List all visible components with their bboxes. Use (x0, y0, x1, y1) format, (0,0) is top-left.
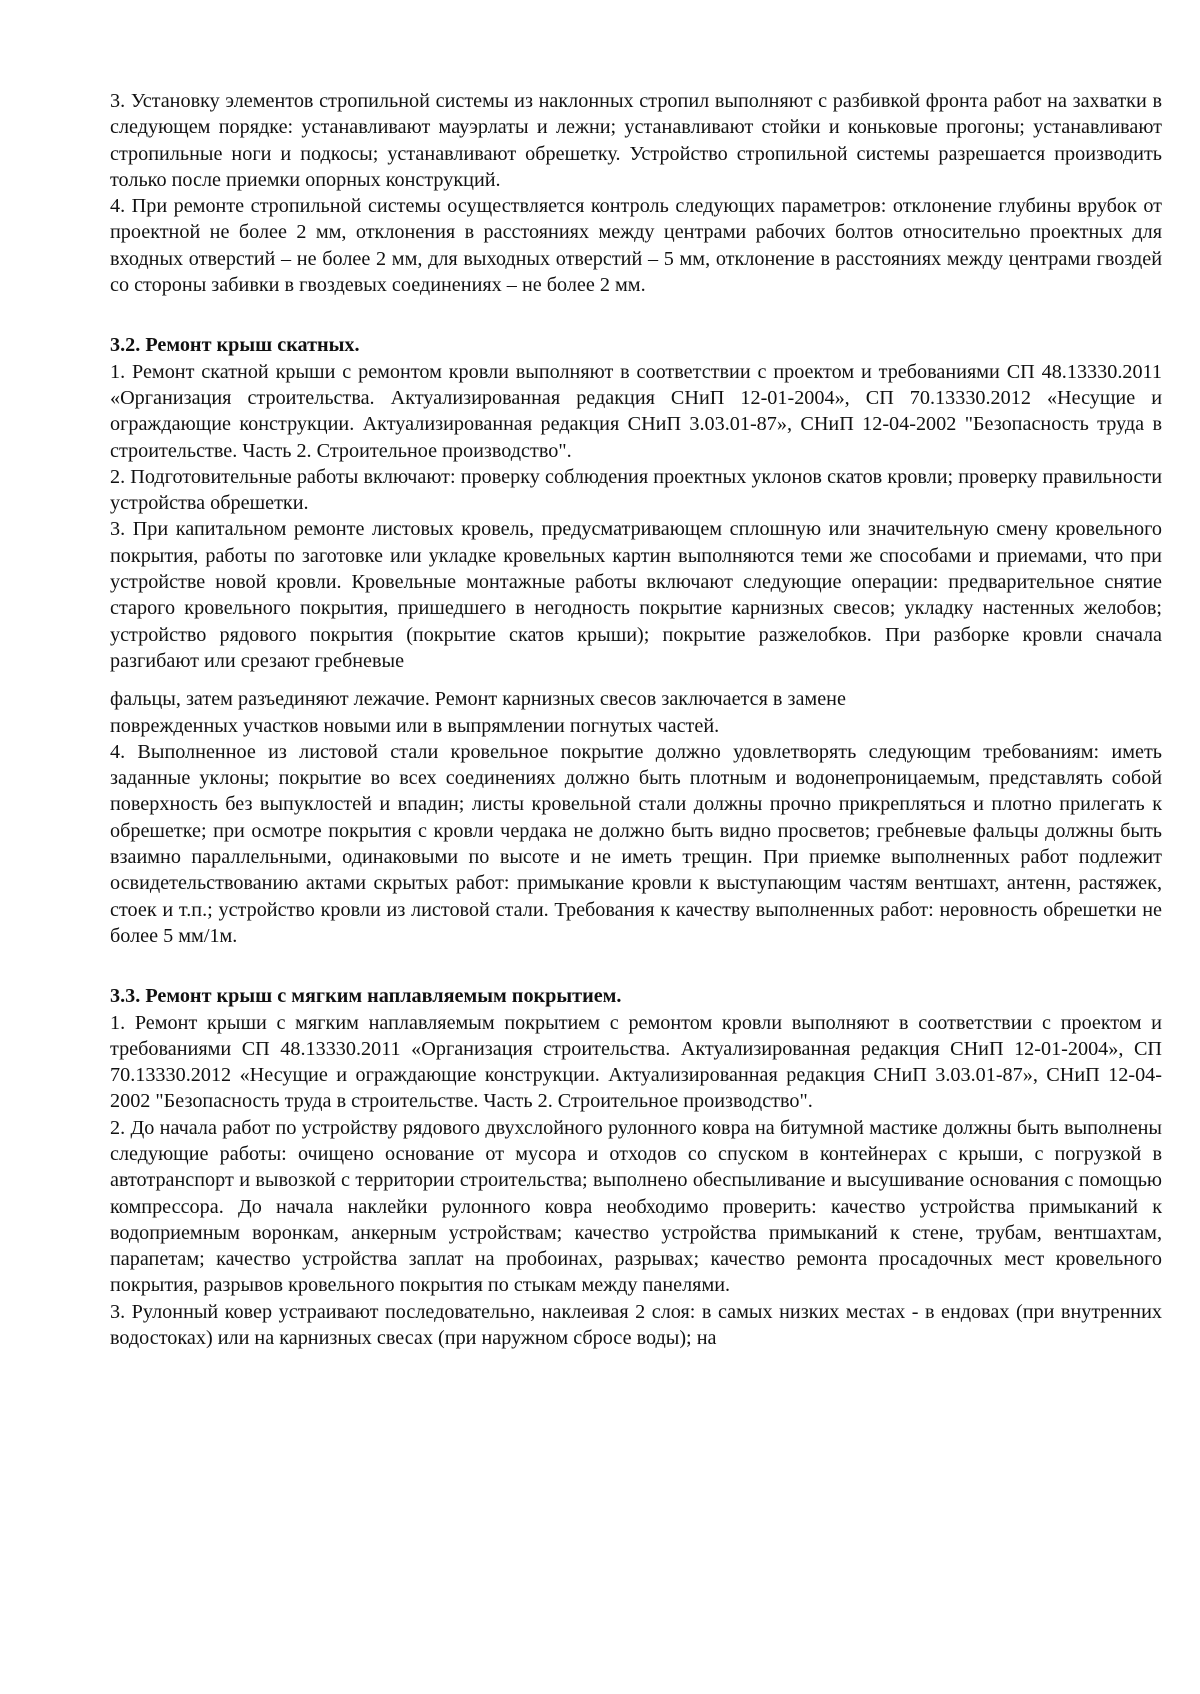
section-spacer (110, 298, 1162, 332)
paragraph-3-2-2: 2. Подготовительные работы включают: проверку соблюдения проектных уклонов скатов кровли; проверку правильности устройства обрешетки. (110, 465, 1162, 515)
paragraph-3-2-3-continued-line-2: поврежденных участков новыми или в выпрямлении погнутых частей. (110, 714, 720, 737)
paragraph-spacer (110, 674, 1162, 686)
section-spacer (110, 949, 1162, 983)
paragraph-rafter-installation: 3. Установку элементов стропильной системы из наклонных стропил выполняют с разбивкой фронта работ на захватки в следующем порядке: устанавливают мауэрлаты и лежни; устанавливают стойки и коньковые прогоны; устанавливают стропильные ноги и подкосы; устанавливают обрешетку. Устройство стропильной системы разрешается производить только после приемки опорных конструкций. (110, 90, 1162, 191)
section-heading-3-2: 3.2. Ремонт крыш скатных. (110, 334, 360, 357)
paragraph-3-3-2: 2. До начала работ по устройству рядового двухслойного рулонного ковра на битумной мастике должны быть выполнены следующие работы: очищено основание от мусора и отходов со спуском в контейнерах с крыши, с погрузкой в автотранспорт и вывозкой с территории строительства; выполнено обеспыливание и высушивание основания с помощью компрессора. До начала наклейки рулонного ковра необходимо проверить: качество устройства примыканий к водоприемным воронкам, анкерным устройствам; качество устройства примыканий к стене, трубам, вентшахтам, парапетам; качество устройства заплат на пробоинах, разрывах; качество ремонта просадочных мест кровельного покрытия, разрывов кровельного покрытия по стыкам между панелями. (110, 1116, 1162, 1297)
paragraph-3-2-1: 1. Ремонт скатной крыши с ремонтом кровли выполняют в соответствии с проектом и требованиями СП 48.13330.2011 «Организация строительства. Актуализированная редакция СНиП 12-01-2004», СП 70.13330.2012 «Несущие и ограждающие конструкции. Актуализированная редакция СНиП 3.03.01-87», СНиП 12-04-2002 "Безопасность труда в строительстве. Часть 2. Строительное производство". (110, 360, 1162, 462)
paragraph-3-2-3-continued-line-1: фальцы, затем разъединяют лежачие. Ремонт карнизных свесов заключается в замене (110, 688, 846, 711)
paragraph-3-3-3: 3. Рулонный ковер устраивают последовательно, наклеивая 2 слоя: в самых низких местах - в ендовах (при внутренних водостоках) или на карнизных свесах (при наружном сбросе воды); на (110, 1300, 1162, 1350)
document-page (110, 88, 1162, 1351)
paragraph-rafter-control: 4. При ремонте стропильной системы осуществляется контроль следующих параметров: отклонение глубины врубок от проектной не более 2 мм, отклонения в расстояниях между центрами рабочих болтов относительно проектных для входных отверстий – не более 2 мм, для выходных отверстий – 5 мм, отклонение в расстояниях между центрами гвоздей со стороны забивки в гвоздевых соединениях – не более 2 мм. (110, 195, 1162, 297)
section-heading-3-3: 3.3. Ремонт крыш с мягким наплавляемым покрытием. (110, 985, 622, 1008)
paragraph-3-2-3: 3. При капитальном ремонте листовых кровель, предусматривающем сплошную или значительную смену кровельного покрытия, работы по заготовке или укладке кровельных картин выполняются теми же способами и приемами, что при устройстве новой кровли. Кровельные монтажные работы включают следующие операции: предварительное снятие старого кровельного покрытия, пришедшего в негодность покрытие карнизных свесов; укладку настенных желобов; устройство рядового покрытия (покрытие скатов крыши); покрытие разжелобков. При разборке кровли сначала разгибают или срезают гребневые (110, 518, 1162, 672)
paragraph-3-2-4: 4. Выполненное из листовой стали кровельное покрытие должно удовлетворять следующим требованиям: иметь заданные уклоны; покрытие во всех соединениях должно быть плотным и водонепроницаемым, представлять собой поверхность без выпуклостей и впадин; листы кровельной стали должны прочно прикрепляться и плотно прилегать к обрешетке; при осмотре покрытия с кровли чердака не должно быть видно просветов; гребневые фальцы должны быть взаимно параллельными, одинаковыми по высоте и не иметь трещин. При приемке выполненных работ подлежит освидетельствованию актами скрытых работ: примыкание кровли к выступающим частям вентшахт, антенн, растяжек, стоек и т.п.; устройство кровли из листовой стали. Требования к качеству выполненных работ: неровность обрешетки не более 5 мм/1м. (110, 740, 1162, 947)
paragraph-3-3-1: 1. Ремонт крыши с мягким наплавляемым покрытием с ремонтом кровли выполняют в соответствии с проектом и требованиями СП 48.13330.2011 «Организация строительства. Актуализированная редакция СНиП 12-01-2004», СП 70.13330.2012 «Несущие и ограждающие конструкции. Актуализированная редакция СНиП 3.03.01-87», СНиП 12-04- 2002 "Безопасность труда в строительстве. Часть 2. Строительное производство". (110, 1011, 1162, 1113)
